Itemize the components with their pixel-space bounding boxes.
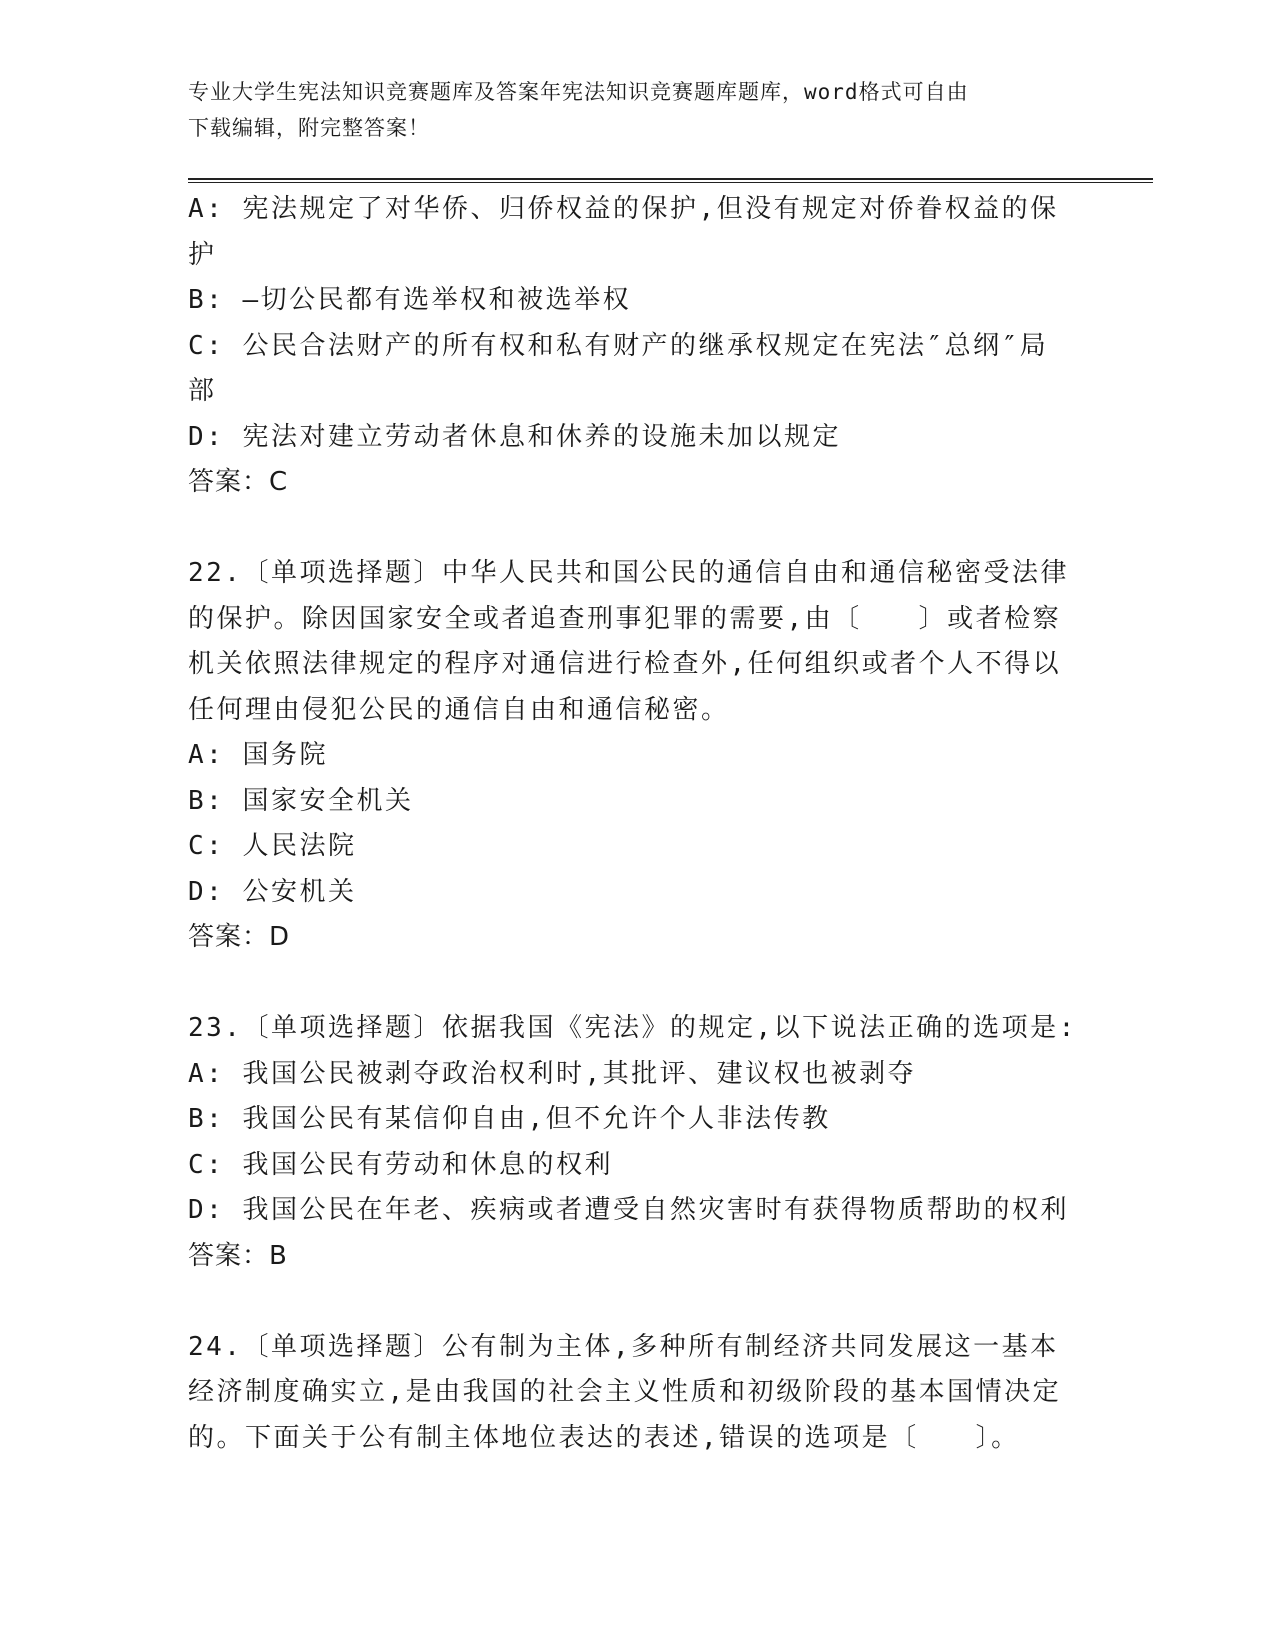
- header-divider: [188, 178, 1153, 183]
- header-line-2: 下载编辑，附完整答案！: [188, 116, 430, 140]
- question-24-block: [188, 1325, 1078, 1462]
- q23-option-b: B: 我国公民有某信仰自由,但不允许个人非法传教: [188, 1104, 831, 1134]
- q22-option-c: C: 人民法院: [188, 831, 357, 861]
- spacer: [188, 1279, 1078, 1325]
- spacer: [188, 961, 1078, 1007]
- question-23-block: [188, 1006, 1078, 1279]
- q22-option-a: A: 国务院: [188, 740, 328, 770]
- q24-stem-line-2: 经济制度确实立,是由我国的社会主义性质和初级阶段的基本国情决定: [188, 1377, 1062, 1407]
- q21-option-a-line-2: 护: [188, 239, 217, 270]
- q21-answer: 答案：C: [188, 467, 289, 497]
- header-line-1: 专业大学生宪法知识竞赛题库及答案年宪法知识竞赛题库题库，word格式可自由: [188, 80, 969, 104]
- question-22-block: [188, 551, 1078, 961]
- q24-stem-line-1: 24.〔单项选择题〕公有制为主体,多种所有制经济共同发展这一基本: [188, 1331, 1059, 1362]
- q23-answer: 答案：B: [188, 1240, 288, 1271]
- q21-option-c-line-1: C: 公民合法财产的所有权和私有财产的继承权规定在宪法″总纲″局: [188, 330, 1049, 361]
- q21-option-b: B: —切公民都有选举权和被选举权: [188, 285, 632, 315]
- q23-stem-line-1: 23.〔单项选择题〕依据我国《宪法》的规定,以下说法正确的选项是:: [188, 1013, 1077, 1043]
- spacer: [188, 506, 1078, 552]
- q23-option-a: A: 我国公民被剥夺政治权利时,其批评、建议权也被剥夺: [188, 1058, 917, 1089]
- q22-stem-line-2: 的保护。除因国家安全或者追查刑事犯罪的需要,由〔 〕或者检察: [188, 603, 1062, 634]
- q22-stem-line-3: 机关依照法律规定的程序对通信进行检查外,任何组织或者个人不得以: [188, 649, 1062, 679]
- q22-option-d: D: 公安机关: [188, 876, 357, 907]
- document-body: [188, 187, 1078, 1461]
- q23-option-c: C: 我国公民有劳动和休息的权利: [188, 1149, 613, 1180]
- q22-answer: 答案：D: [188, 922, 291, 952]
- q23-option-d: D: 我国公民在年老、疾病或者遭受自然灾害时有获得物质帮助的权利: [188, 1195, 1069, 1225]
- q21-option-c-line-2: 部: [188, 376, 217, 406]
- q21-option-a-line-1: A: 宪法规定了对华侨、归侨权益的保护,但没有规定对侨眷权益的保: [188, 194, 1059, 224]
- q22-option-b: B: 国家安全机关: [188, 785, 414, 816]
- q24-stem-line-3: 的。下面关于公有制主体地位表达的表述,错误的选项是〔 〕。: [188, 1422, 1020, 1453]
- page-header: [188, 74, 1088, 146]
- q21-option-d: D: 宪法对建立劳动者休息和休养的设施未加以规定: [188, 421, 841, 452]
- question-21-block: [188, 187, 1078, 506]
- q22-stem-line-4: 任何理由侵犯公民的通信自由和通信秘密。: [188, 694, 730, 725]
- q22-stem-line-1: 22.〔单项选择题〕中华人民共和国公民的通信自由和通信秘密受法律: [188, 558, 1069, 588]
